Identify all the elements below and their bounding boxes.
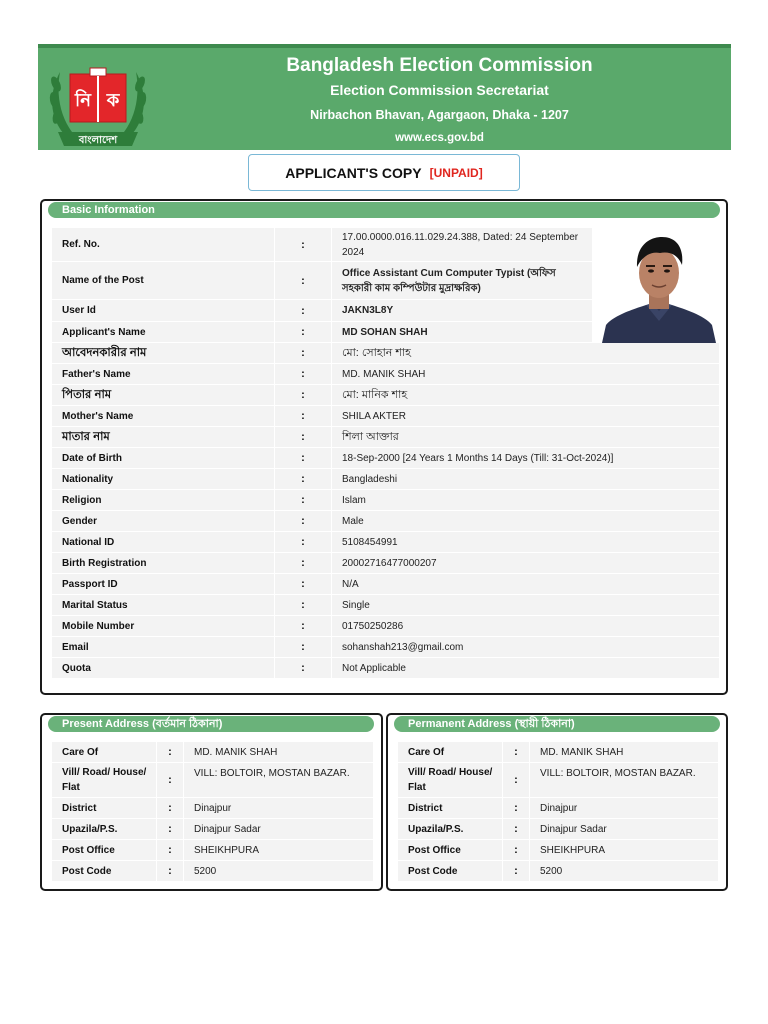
field-label: পিতার নাম: [52, 385, 274, 405]
colon-separator: :: [275, 553, 331, 573]
election-commission-logo: [46, 54, 150, 150]
field-value: Dinajpur: [184, 798, 373, 818]
secretariat-subtitle: Election Commission Secretariat: [330, 82, 549, 98]
colon-separator: :: [275, 574, 331, 594]
table-row: [398, 861, 718, 882]
present-address-table: [52, 742, 373, 882]
field-label: Nationality: [52, 469, 274, 489]
colon-separator: :: [275, 322, 331, 342]
table-row: [52, 343, 719, 364]
section-title: Present Address (বর্তমান ঠিকানা): [48, 716, 374, 732]
logo-caption: বাংলাদেশ: [78, 135, 118, 146]
permanent-address-table: [398, 742, 718, 882]
field-value: Single: [332, 595, 719, 615]
field-value: 5108454991: [332, 532, 719, 552]
field-label: Vill/ Road/ House/ Flat: [398, 763, 502, 797]
field-value: মো: সোহান শাহ: [332, 343, 719, 363]
table-row: [52, 616, 719, 637]
table-row: [52, 364, 719, 385]
colon-separator: :: [275, 532, 331, 552]
field-label: Applicant's Name: [52, 322, 274, 342]
colon-separator: :: [157, 840, 183, 860]
field-value: Bangladeshi: [332, 469, 719, 489]
table-row: [52, 490, 719, 511]
table-row: [52, 427, 719, 448]
table-row: [398, 742, 718, 763]
colon-separator: :: [275, 406, 331, 426]
field-label: Mobile Number: [52, 616, 274, 636]
colon-separator: :: [275, 343, 331, 363]
field-value: Male: [332, 511, 719, 531]
colon-separator: :: [275, 490, 331, 510]
applicant-copy-banner: [248, 154, 520, 191]
field-value: VILL: BOLTOIR, MOSTAN BAZAR.: [184, 763, 373, 797]
field-value: 01750250286: [332, 616, 719, 636]
field-value: VILL: BOLTOIR, MOSTAN BAZAR.: [530, 763, 718, 797]
table-row: [52, 798, 373, 819]
field-label: Care Of: [398, 742, 502, 762]
field-label: Upazila/P.S.: [52, 819, 156, 839]
office-address: Nirbachon Bhavan, Agargaon, Dhaka - 1207: [310, 108, 569, 122]
table-row: [52, 469, 719, 490]
table-row: [52, 553, 719, 574]
field-label: Passport ID: [52, 574, 274, 594]
table-row: [52, 763, 373, 798]
logo-letter-right: ক: [106, 90, 120, 111]
field-label: Post Office: [52, 840, 156, 860]
colon-separator: :: [275, 616, 331, 636]
field-value: Not Applicable: [332, 658, 719, 678]
colon-separator: :: [503, 742, 529, 762]
colon-separator: :: [275, 364, 331, 384]
header-banner: [38, 44, 731, 150]
field-label: Religion: [52, 490, 274, 510]
field-label: District: [52, 798, 156, 818]
field-label: District: [398, 798, 502, 818]
table-row: [52, 448, 719, 469]
field-value: MD. MANIK SHAH: [184, 742, 373, 762]
field-label: Marital Status: [52, 595, 274, 615]
table-row: [398, 798, 718, 819]
colon-separator: :: [275, 469, 331, 489]
field-label: Date of Birth: [52, 448, 274, 468]
field-value: 20002716477000207: [332, 553, 719, 573]
table-row: [52, 406, 719, 427]
field-label: User Id: [52, 300, 274, 321]
field-value: JAKN3L8Y: [332, 300, 592, 321]
field-value: MD. MANIK SHAH: [332, 364, 719, 384]
permanent-address-section: [386, 713, 728, 891]
colon-separator: :: [503, 861, 529, 881]
applicant-photo: [600, 229, 718, 343]
field-value: MD SOHAN SHAH: [332, 322, 592, 342]
table-row: [52, 595, 719, 616]
table-row: [52, 861, 373, 882]
table-row: [52, 819, 373, 840]
colon-separator: :: [157, 861, 183, 881]
table-row: [52, 574, 719, 595]
field-value: MD. MANIK SHAH: [530, 742, 718, 762]
table-row: [52, 532, 719, 553]
field-label: Post Office: [398, 840, 502, 860]
field-value: Office Assistant Cum Computer Typist (অফিস সহকারী কাম কম্পিউটার মুদ্রাক্ষরিক): [332, 262, 592, 299]
colon-separator: :: [157, 763, 183, 797]
colon-separator: :: [275, 658, 331, 678]
colon-separator: :: [503, 798, 529, 818]
field-label: আবেদনকারীর নাম: [52, 343, 274, 363]
colon-separator: :: [275, 228, 331, 261]
field-value: 5200: [530, 861, 718, 881]
website-link[interactable]: www.ecs.gov.bd: [395, 132, 484, 144]
basic-information-section: [40, 199, 728, 695]
table-row: [52, 658, 719, 679]
table-row: [52, 742, 373, 763]
field-label: Post Code: [398, 861, 502, 881]
colon-separator: :: [503, 763, 529, 797]
field-value: SHILA AKTER: [332, 406, 719, 426]
field-label: Care Of: [52, 742, 156, 762]
field-label: Upazila/P.S.: [398, 819, 502, 839]
colon-separator: :: [275, 427, 331, 447]
table-row: [52, 385, 719, 406]
field-label: Mother's Name: [52, 406, 274, 426]
payment-status-badge: [UNPAID]: [429, 165, 483, 180]
colon-separator: :: [275, 595, 331, 615]
field-label: Post Code: [52, 861, 156, 881]
table-row: [398, 763, 718, 798]
field-value: Dinajpur: [530, 798, 718, 818]
field-value: Dinajpur Sadar: [184, 819, 373, 839]
table-row: [398, 840, 718, 861]
colon-separator: :: [275, 637, 331, 657]
field-label: Ref. No.: [52, 228, 274, 261]
colon-separator: :: [503, 819, 529, 839]
field-value: N/A: [332, 574, 719, 594]
colon-separator: :: [275, 385, 331, 405]
field-label: মাতার নাম: [52, 427, 274, 447]
colon-separator: :: [157, 742, 183, 762]
field-value: 18-Sep-2000 [24 Years 1 Months 14 Days (Till: 31-Oct-2024)]: [332, 448, 719, 468]
colon-separator: :: [275, 511, 331, 531]
field-label: Gender: [52, 511, 274, 531]
colon-separator: :: [275, 448, 331, 468]
table-row: [52, 511, 719, 532]
field-value: শিলা আক্তার: [332, 427, 719, 447]
field-value: sohanshah213@gmail.com: [332, 637, 719, 657]
colon-separator: :: [157, 798, 183, 818]
logo-letter-left: নি: [75, 90, 91, 111]
colon-separator: :: [157, 819, 183, 839]
field-value: Dinajpur Sadar: [530, 819, 718, 839]
colon-separator: :: [275, 262, 331, 299]
field-label: Birth Registration: [52, 553, 274, 573]
field-label: Name of the Post: [52, 262, 274, 299]
field-value: SHEIKHPURA: [530, 840, 718, 860]
field-label: Vill/ Road/ House/ Flat: [52, 763, 156, 797]
field-label: Quota: [52, 658, 274, 678]
field-value: SHEIKHPURA: [184, 840, 373, 860]
copy-label: APPLICANT'S COPY: [285, 164, 422, 181]
field-value: 17.00.0000.016.11.029.24.388, Dated: 24 September 2024: [332, 228, 592, 261]
section-title: Basic Information: [48, 202, 720, 218]
field-value: 5200: [184, 861, 373, 881]
field-label: Father's Name: [52, 364, 274, 384]
colon-separator: :: [503, 840, 529, 860]
table-row: [398, 819, 718, 840]
table-row: [52, 637, 719, 658]
table-row: [52, 840, 373, 861]
colon-separator: :: [275, 300, 331, 321]
commission-title: Bangladesh Election Commission: [286, 55, 593, 76]
present-address-section: [40, 713, 383, 891]
field-label: National ID: [52, 532, 274, 552]
field-label: Email: [52, 637, 274, 657]
field-value: মো: মানিক শাহ: [332, 385, 719, 405]
field-value: Islam: [332, 490, 719, 510]
section-title: Permanent Address (স্থায়ী ঠিকানা): [394, 716, 720, 732]
